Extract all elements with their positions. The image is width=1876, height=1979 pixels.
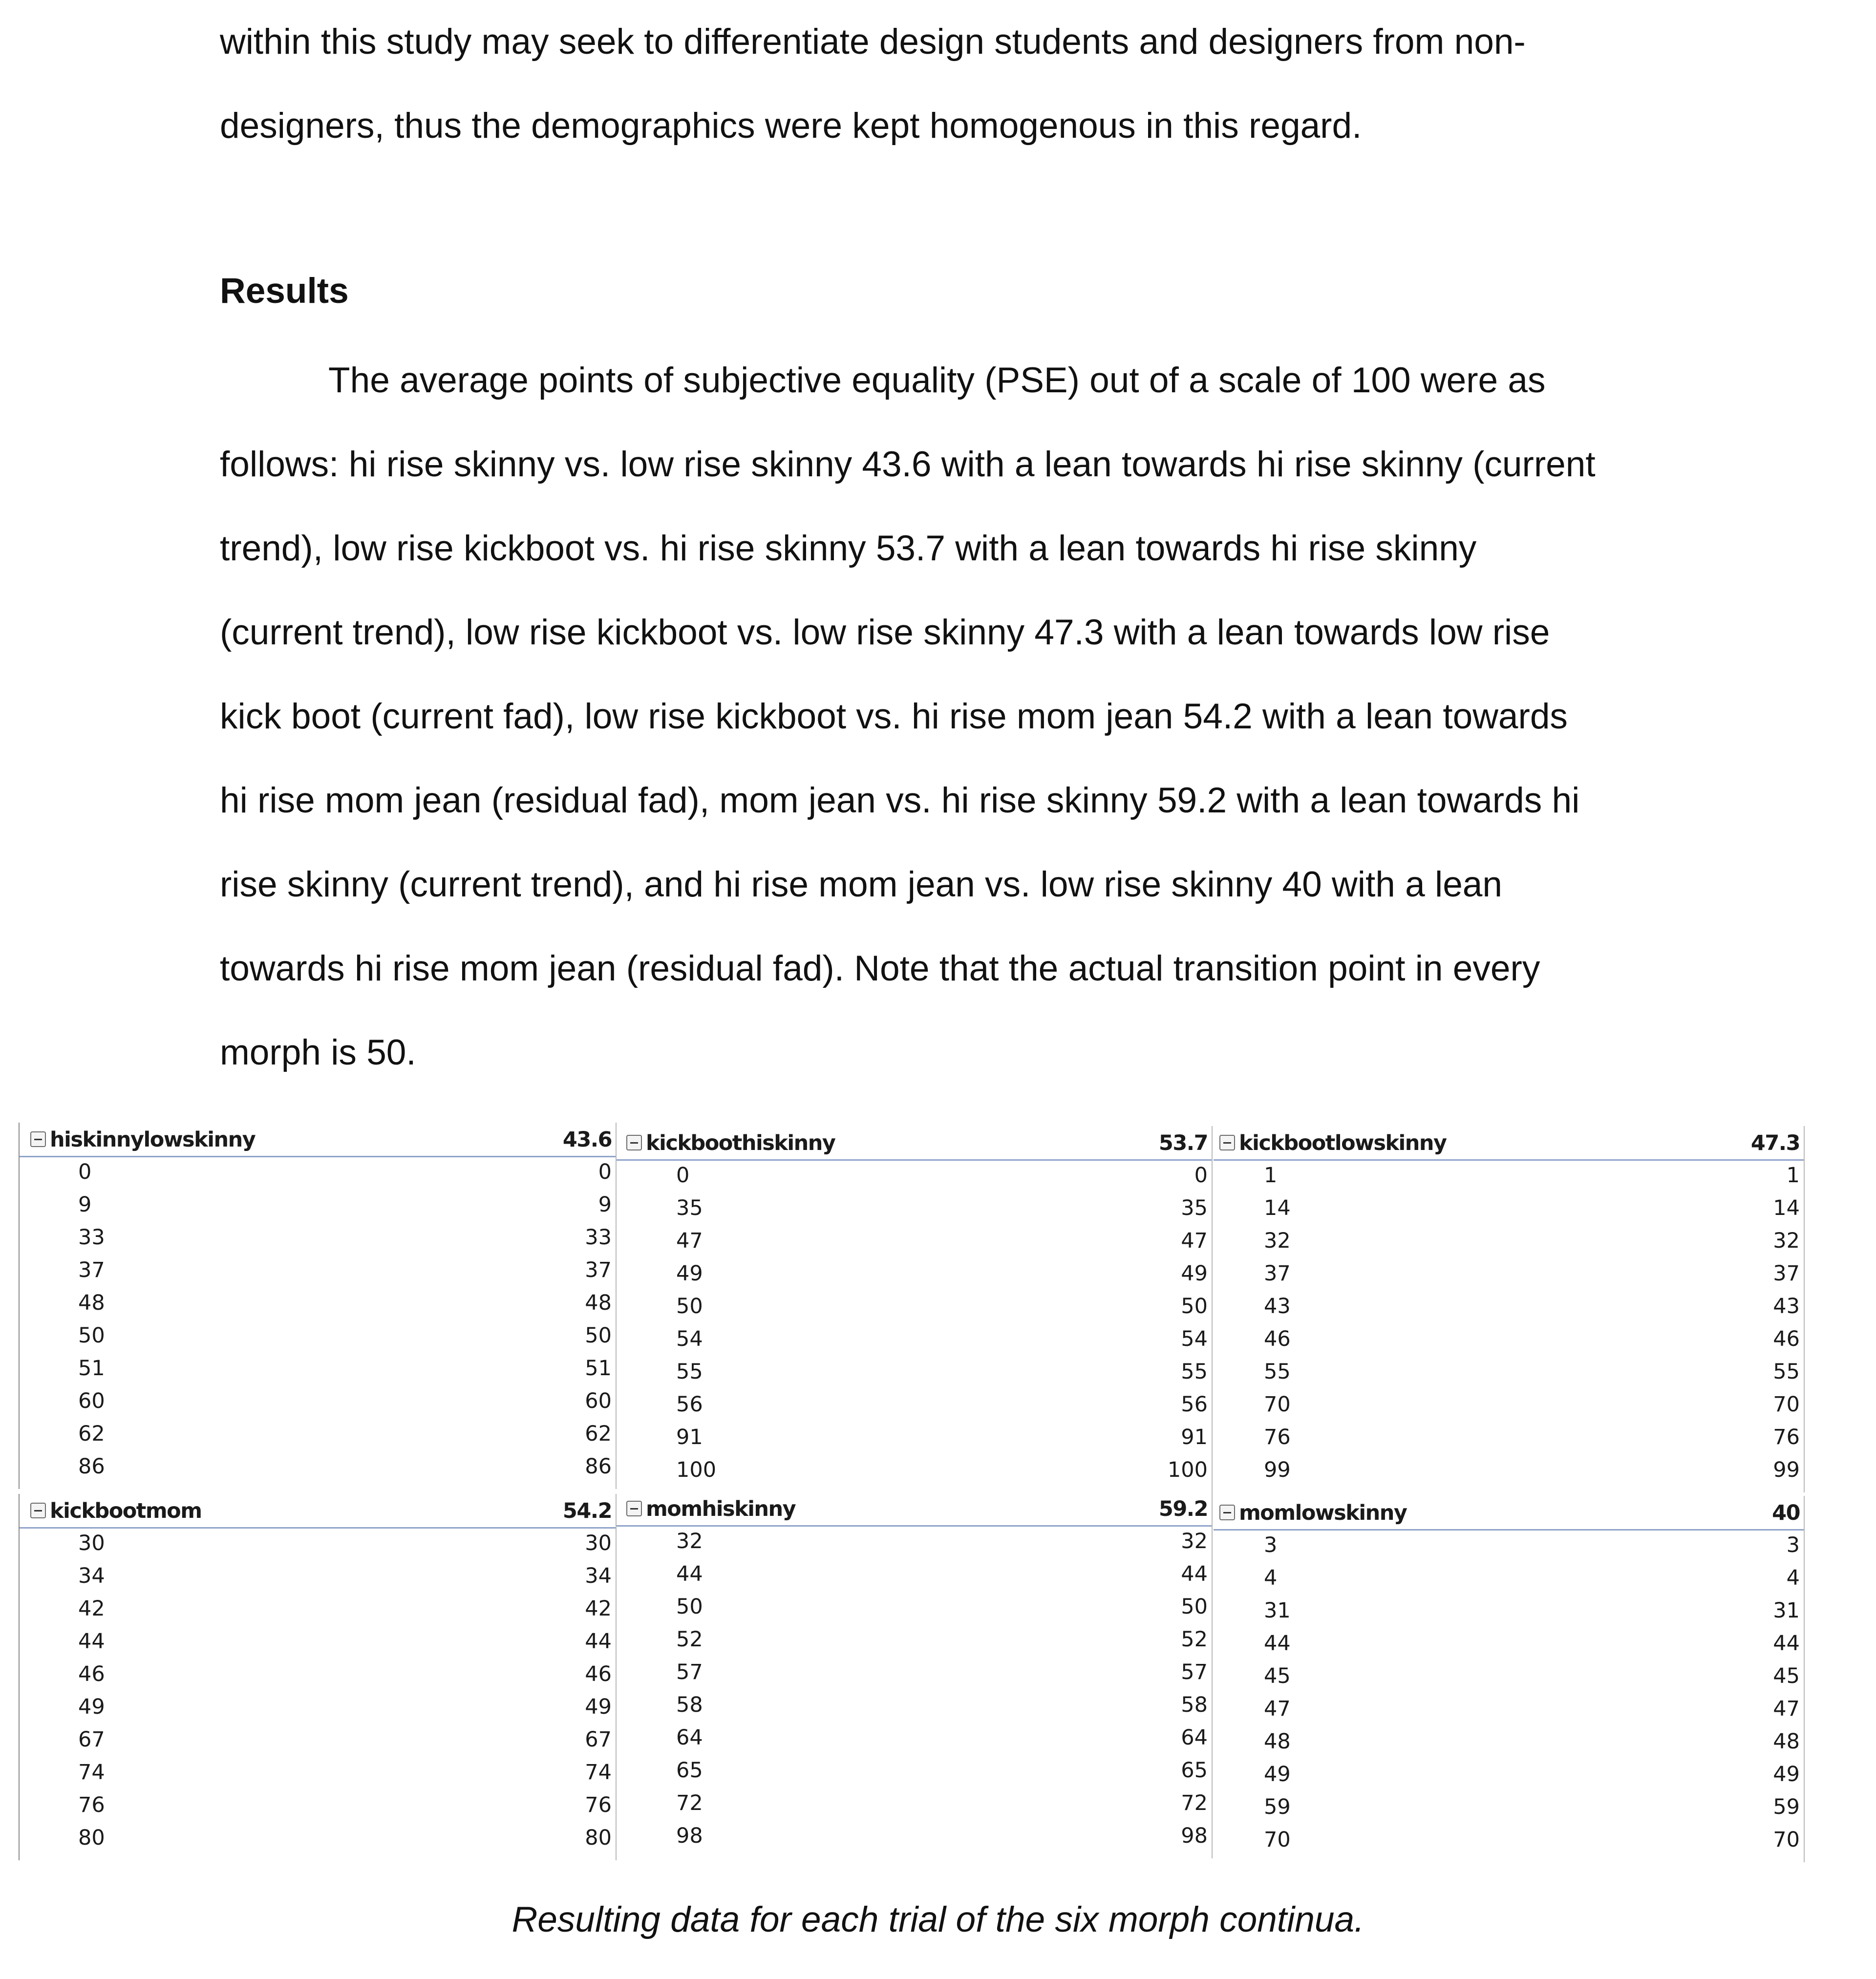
table-row (20, 1789, 617, 1822)
table-row (1214, 1595, 1805, 1627)
table-header (20, 1123, 617, 1157)
table-row (1214, 1824, 1805, 1856)
pivot-table-hiskinnylowskinny (19, 1123, 617, 1489)
table-row (20, 1822, 617, 1854)
table-row (617, 1192, 1213, 1225)
row-label: 14 (1264, 1196, 1291, 1220)
row-label: 44 (1264, 1631, 1291, 1656)
row-label: 0 (676, 1163, 690, 1188)
row-label: 3 (1264, 1533, 1278, 1557)
row-label: 99 (1264, 1458, 1291, 1482)
row-label: 49 (78, 1695, 105, 1719)
table-row (617, 1323, 1213, 1356)
row-value: 37 (585, 1258, 612, 1282)
row-value: 72 (1181, 1791, 1208, 1815)
row-label: 37 (1264, 1261, 1291, 1286)
table-row (617, 1356, 1213, 1388)
table-row (1214, 1323, 1805, 1356)
row-label: 91 (676, 1425, 703, 1449)
table-row (20, 1254, 617, 1287)
table-row (617, 1388, 1213, 1421)
row-value: 1 (1786, 1163, 1800, 1188)
table-row (1214, 1660, 1805, 1693)
table-row (1214, 1562, 1805, 1595)
row-value: 49 (585, 1695, 612, 1719)
row-label: 52 (676, 1627, 703, 1652)
row-value: 42 (585, 1596, 612, 1621)
row-label: 70 (1264, 1828, 1291, 1852)
collapse-toggle-icon[interactable] (30, 1131, 46, 1147)
row-value: 0 (1194, 1163, 1208, 1188)
pivot-table-kickboothiskinny (617, 1126, 1213, 1492)
row-value: 74 (585, 1760, 612, 1785)
row-value: 52 (1181, 1627, 1208, 1652)
paragraph-line: (current trend), low rise kickboot vs. low rise skinny 47.3 with a lean towards low rise (220, 613, 1550, 652)
row-label: 58 (676, 1693, 703, 1717)
table-row (20, 1418, 617, 1450)
row-value: 34 (585, 1564, 612, 1588)
row-value: 54 (1181, 1327, 1208, 1351)
table-row (1214, 1627, 1805, 1660)
row-value: 65 (1181, 1758, 1208, 1783)
table-row (20, 1287, 617, 1319)
table-row (617, 1820, 1213, 1852)
paragraph-line: follows: hi rise skinny vs. low rise skinny 43.6 with a lean towards hi rise skinny (current (220, 445, 1596, 484)
row-label: 33 (78, 1225, 105, 1250)
table-row (617, 1689, 1213, 1722)
row-value: 48 (585, 1291, 612, 1315)
row-label: 30 (78, 1531, 105, 1555)
row-value: 45 (1773, 1664, 1800, 1688)
row-value: 3 (1786, 1533, 1800, 1557)
continuation-line: designers, thus the demographics were kept homogenous in this regard. (220, 106, 1362, 146)
row-label: 45 (1264, 1664, 1291, 1688)
paragraph-line: hi rise mom jean (residual fad), mom jean vs. hi rise skinny 59.2 with a lean towards hi (220, 781, 1580, 820)
table-row (617, 1558, 1213, 1591)
row-value: 46 (585, 1662, 612, 1686)
row-label: 44 (676, 1562, 703, 1586)
table-header (1214, 1496, 1805, 1531)
row-value: 98 (1181, 1824, 1208, 1848)
table-row (1214, 1693, 1805, 1725)
table-row (20, 1189, 617, 1221)
table-title: momlowskinny (1239, 1501, 1407, 1525)
row-label: 48 (78, 1291, 105, 1315)
table-header (617, 1492, 1213, 1527)
row-value: 91 (1181, 1425, 1208, 1449)
pivot-table-kickbootlowskinny (1214, 1126, 1805, 1492)
section-heading: Results (220, 271, 349, 311)
row-value: 47 (1773, 1697, 1800, 1721)
table-row (20, 1724, 617, 1756)
row-value: 70 (1773, 1828, 1800, 1852)
row-label: 86 (78, 1454, 105, 1479)
row-label: 56 (676, 1392, 703, 1417)
row-value: 44 (1773, 1631, 1800, 1656)
row-value: 67 (585, 1727, 612, 1752)
row-label: 50 (676, 1595, 703, 1619)
table-title: momhiskinny (646, 1497, 796, 1521)
table-header (617, 1126, 1213, 1161)
row-label: 44 (78, 1629, 105, 1654)
row-label: 50 (676, 1294, 703, 1319)
row-label: 49 (676, 1261, 703, 1286)
row-value: 44 (1181, 1562, 1208, 1586)
row-label: 65 (676, 1758, 703, 1783)
row-value: 14 (1773, 1196, 1800, 1220)
table-title: kickbootmom (50, 1499, 202, 1523)
table-average: 43.6 (562, 1128, 612, 1152)
row-label: 47 (1264, 1697, 1291, 1721)
row-value: 56 (1181, 1392, 1208, 1417)
row-value: 43 (1773, 1294, 1800, 1319)
table-row (1214, 1356, 1805, 1388)
row-label: 57 (676, 1660, 703, 1684)
table-row (20, 1450, 617, 1483)
table-row (20, 1625, 617, 1658)
paragraph-line: trend), low rise kickboot vs. hi rise skinny 53.7 with a lean towards hi rise skinny (220, 529, 1477, 568)
table-average: 40 (1772, 1501, 1800, 1525)
paragraph-line: rise skinny (current trend), and hi rise mom jean vs. low rise skinny 40 with a lean (220, 865, 1503, 904)
row-value: 62 (585, 1422, 612, 1446)
table-row (617, 1290, 1213, 1323)
table-row (1214, 1454, 1805, 1487)
table-row (1214, 1725, 1805, 1758)
row-value: 64 (1181, 1725, 1208, 1750)
table-average: 53.7 (1158, 1131, 1208, 1155)
row-label: 34 (78, 1564, 105, 1588)
column-divider (1212, 1126, 1213, 1492)
table-title: hiskinnylowskinny (50, 1128, 256, 1152)
table-row (20, 1385, 617, 1418)
table-row (20, 1756, 617, 1789)
row-label: 55 (1264, 1360, 1291, 1384)
table-row (617, 1421, 1213, 1454)
table-row (20, 1527, 617, 1560)
table-title: kickboothiskinny (646, 1131, 835, 1155)
table-row (20, 1156, 617, 1189)
row-value: 57 (1181, 1660, 1208, 1684)
row-value: 76 (1773, 1425, 1800, 1449)
table-average: 47.3 (1750, 1131, 1800, 1155)
table-row (1214, 1159, 1805, 1192)
figure-caption: Resulting data for each trial of the six morph continua. (512, 1900, 1364, 1939)
table-row (1214, 1791, 1805, 1824)
row-value: 49 (1181, 1261, 1208, 1286)
table-row (20, 1221, 617, 1254)
table-row (1214, 1257, 1805, 1290)
row-label: 74 (78, 1760, 105, 1785)
row-value: 100 (1167, 1458, 1208, 1482)
row-label: 37 (78, 1258, 105, 1282)
row-value: 32 (1773, 1229, 1800, 1253)
row-value: 9 (598, 1192, 612, 1217)
collapse-toggle-icon[interactable] (1219, 1505, 1235, 1520)
row-value: 30 (585, 1531, 612, 1555)
table-row (1214, 1192, 1805, 1225)
table-row (617, 1525, 1213, 1558)
table-row (617, 1623, 1213, 1656)
column-divider (1212, 1492, 1213, 1858)
row-value: 48 (1773, 1729, 1800, 1754)
row-label: 80 (78, 1826, 105, 1850)
row-value: 46 (1773, 1327, 1800, 1351)
row-label: 47 (676, 1229, 703, 1253)
row-label: 72 (676, 1791, 703, 1815)
row-label: 43 (1264, 1294, 1291, 1319)
row-label: 76 (78, 1793, 105, 1817)
row-label: 46 (78, 1662, 105, 1686)
table-row (1214, 1758, 1805, 1791)
table-row (1214, 1290, 1805, 1323)
row-label: 55 (676, 1360, 703, 1384)
table-row (617, 1754, 1213, 1787)
row-label: 70 (1264, 1392, 1291, 1417)
row-label: 100 (676, 1458, 717, 1482)
row-value: 59 (1773, 1795, 1800, 1819)
table-average: 54.2 (562, 1499, 612, 1523)
table-row (20, 1658, 617, 1691)
table-title: kickbootlowskinny (1239, 1131, 1447, 1155)
collapse-toggle-icon[interactable] (30, 1503, 46, 1518)
table-row (20, 1593, 617, 1625)
table-row (20, 1691, 617, 1724)
row-value: 80 (585, 1826, 612, 1850)
table-row (20, 1560, 617, 1593)
row-value: 50 (1181, 1595, 1208, 1619)
row-value: 55 (1773, 1360, 1800, 1384)
pivot-table-momhiskinny (617, 1492, 1213, 1858)
row-value: 86 (585, 1454, 612, 1479)
table-row (617, 1656, 1213, 1689)
row-value: 33 (585, 1225, 612, 1250)
row-value: 55 (1181, 1360, 1208, 1384)
row-label: 98 (676, 1824, 703, 1848)
row-label: 4 (1264, 1566, 1278, 1590)
row-value: 49 (1773, 1762, 1800, 1787)
row-label: 50 (78, 1323, 105, 1348)
column-divider (1804, 1496, 1805, 1862)
row-value: 0 (598, 1160, 612, 1184)
row-value: 35 (1181, 1196, 1208, 1220)
pivot-table-kickbootmom (19, 1494, 617, 1860)
row-label: 48 (1264, 1729, 1291, 1754)
table-row (1214, 1421, 1805, 1454)
row-label: 59 (1264, 1795, 1291, 1819)
table-header (20, 1494, 617, 1529)
table-row (617, 1225, 1213, 1257)
column-divider (1804, 1126, 1805, 1492)
paragraph-line: The average points of subjective equality (PSE) out of a scale of 100 were as (328, 361, 1546, 400)
table-header (1214, 1126, 1805, 1161)
row-value: 31 (1773, 1598, 1800, 1623)
row-label: 54 (676, 1327, 703, 1351)
paragraph-line: towards hi rise mom jean (residual fad). Note that the actual transition point in every (220, 949, 1540, 988)
table-row (617, 1591, 1213, 1623)
row-value: 51 (585, 1356, 612, 1381)
table-row (617, 1722, 1213, 1754)
table-row (617, 1787, 1213, 1820)
row-label: 49 (1264, 1762, 1291, 1787)
continuation-line: within this study may seek to differentiate design students and designers from non- (220, 22, 1526, 62)
row-label: 60 (78, 1389, 105, 1413)
table-row (20, 1352, 617, 1385)
row-value: 47 (1181, 1229, 1208, 1253)
pivot-table-momlowskinny (1214, 1496, 1805, 1862)
row-value: 37 (1773, 1261, 1800, 1286)
table-row (1214, 1225, 1805, 1257)
row-label: 62 (78, 1422, 105, 1446)
row-label: 46 (1264, 1327, 1291, 1351)
paragraph-line: morph is 50. (220, 1033, 416, 1072)
row-label: 9 (78, 1192, 92, 1217)
row-label: 67 (78, 1727, 105, 1752)
row-value: 32 (1181, 1529, 1208, 1553)
row-label: 32 (676, 1529, 703, 1553)
collapse-toggle-icon[interactable] (1219, 1135, 1235, 1150)
row-value: 4 (1786, 1566, 1800, 1590)
row-label: 51 (78, 1356, 105, 1381)
row-label: 64 (676, 1725, 703, 1750)
table-row (617, 1257, 1213, 1290)
table-row (617, 1159, 1213, 1192)
row-label: 76 (1264, 1425, 1291, 1449)
row-value: 44 (585, 1629, 612, 1654)
row-label: 31 (1264, 1598, 1291, 1623)
collapse-toggle-icon[interactable] (626, 1501, 642, 1516)
paragraph-line: kick boot (current fad), low rise kickboot vs. hi rise mom jean 54.2 with a lean towards (220, 697, 1568, 736)
row-label: 0 (78, 1160, 92, 1184)
table-row (617, 1454, 1213, 1487)
row-label: 32 (1264, 1229, 1291, 1253)
table-row (20, 1319, 617, 1352)
row-label: 42 (78, 1596, 105, 1621)
table-row (1214, 1529, 1805, 1562)
row-value: 76 (585, 1793, 612, 1817)
row-value: 58 (1181, 1693, 1208, 1717)
row-value: 50 (1181, 1294, 1208, 1319)
row-label: 35 (676, 1196, 703, 1220)
table-average: 59.2 (1158, 1497, 1208, 1521)
row-value: 50 (585, 1323, 612, 1348)
collapse-toggle-icon[interactable] (626, 1135, 642, 1150)
row-value: 70 (1773, 1392, 1800, 1417)
row-value: 60 (585, 1389, 612, 1413)
row-value: 99 (1773, 1458, 1800, 1482)
table-row (1214, 1388, 1805, 1421)
row-label: 1 (1264, 1163, 1278, 1188)
